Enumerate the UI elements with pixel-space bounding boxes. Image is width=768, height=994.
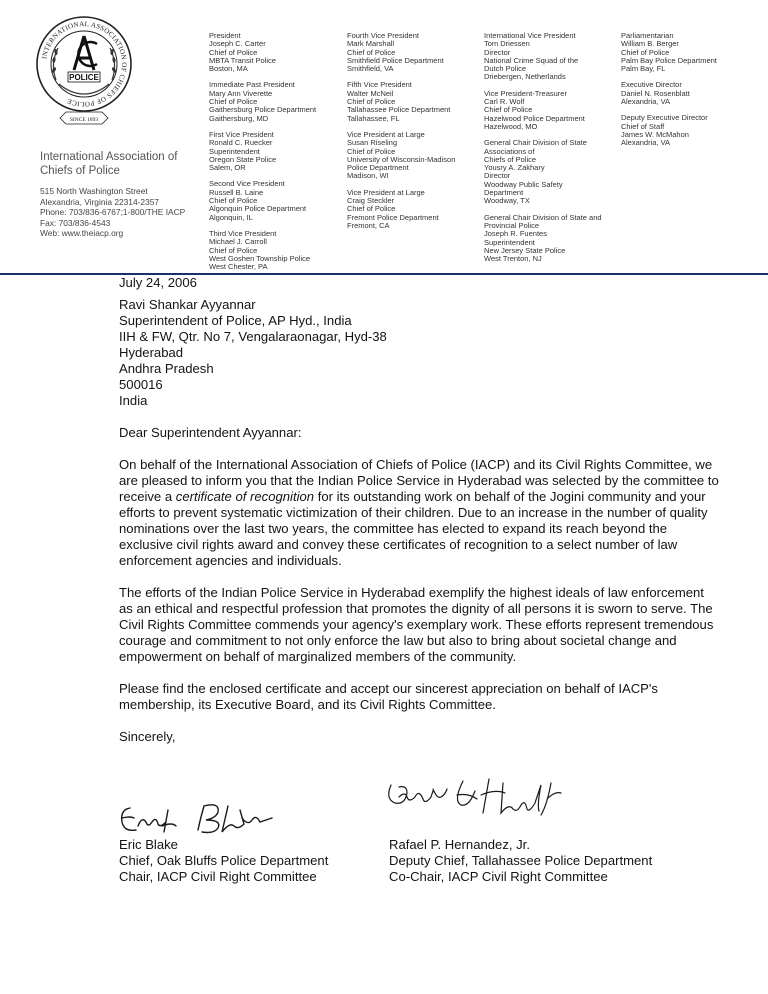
- recipient-address-line: 500016: [119, 377, 163, 392]
- officer-detail-line: Chief of Police: [347, 97, 396, 107]
- officer-entry: [484, 214, 602, 264]
- officer-detail-line: Russell B. Laine: [209, 187, 264, 197]
- officer-detail-line: Palm Bay Police Department: [621, 55, 717, 65]
- letter-date: July 24, 2006: [119, 275, 197, 290]
- officer-detail-line: Superintendent: [209, 146, 260, 156]
- signatory-1-title: Chief, Oak Bluffs Police Department: [119, 853, 329, 868]
- officer-entry: [621, 114, 717, 147]
- officer-detail-line: Craig Steckler: [347, 196, 395, 206]
- officer-entry: [209, 32, 316, 73]
- officer-position: First Vice President: [209, 129, 274, 139]
- officer-detail-line: Chief of Police: [209, 196, 258, 206]
- rafael-hernandez-signature: [385, 775, 575, 830]
- paragraph-1-text-b: for its outstanding work on behalf of the Jogini community and your efforts to prevent systematic victimization of their children. Due to an increase in the number of quality nominations over the last two years, the committee has elected to expand its reach beyond the exclusive civil rights award and convey these certificates of recognition to a select number of law enforcement agencies and individuals.: [119, 489, 708, 568]
- officer-detail-line: Tom Driessen: [484, 39, 530, 49]
- signatory-2-name: Rafael P. Hernandez, Jr.: [389, 837, 530, 852]
- officer-detail-line: Joseph R. Fuentes: [484, 229, 547, 239]
- officer-position: Immediate Past President: [209, 80, 295, 90]
- signatory-1-name: Eric Blake: [119, 837, 178, 852]
- signatory-1-role: Chair, IACP Civil Right Committee: [119, 869, 317, 884]
- officer-detail-line: Department: [484, 188, 524, 198]
- officer-entry: [347, 32, 455, 73]
- organization-phone: Phone: 703/836-6767;1-800/THE IACP: [40, 207, 186, 218]
- recipient-address-line: Hyderabad: [119, 345, 184, 360]
- officer-detail-line: New Jersey State Police: [484, 245, 566, 255]
- letter-paragraph-2: The efforts of the Indian Police Service in Hyderabad exemplify the highest ideals of law enforcement as an ethical and respectful profession that promotes the dignity of all persons it is sworn to serve. The Civil Rights Committee commends your agency's exemplary work. These efforts represent tremendous courage and commitment to not only enforce the law but also to bring about societal change and empowerment on behalf of marginalized members of the community.: [119, 585, 714, 664]
- svg-text:POLICE: POLICE: [69, 73, 99, 82]
- officer-detail-line: Oregon State Police: [209, 154, 277, 164]
- officer-position: General Chair Division of State: [484, 138, 587, 148]
- svg-text:SINCE 1893: SINCE 1893: [69, 117, 99, 123]
- officer-detail-line: West Goshen Township Police: [209, 253, 311, 263]
- officer-detail-line: Chief of Staff: [621, 121, 665, 131]
- officer-detail-line: Chief of Police: [209, 47, 258, 57]
- officer-position: Fifth Vice President: [347, 80, 412, 90]
- officer-detail-line: University of Wisconsin-Madison: [347, 154, 456, 164]
- officer-entry: [347, 131, 455, 181]
- signatory-2-role: Co-Chair, IACP Civil Right Committee: [389, 869, 608, 884]
- officer-entry: [209, 230, 316, 271]
- organization-fax: Fax: 703/836-4543: [40, 217, 111, 228]
- recipient-address-line: Ravi Shankar Ayyannar: [119, 297, 256, 312]
- officer-detail-line: Fremont, CA: [347, 220, 390, 230]
- officer-detail-line: Woodway Public Safety: [484, 179, 563, 189]
- officer-detail-line: Susan Riseling: [347, 138, 398, 148]
- letter-salutation: Dear Superintendent Ayyannar:: [119, 425, 302, 440]
- officer-detail-line: Palm Bay, FL: [621, 64, 666, 74]
- officer-detail-line: Alexandria, VA: [621, 138, 671, 148]
- officer-detail-line: Alexandria, VA: [621, 97, 671, 107]
- officer-position: Executive Director: [621, 80, 682, 90]
- officers-column-1: [209, 32, 316, 279]
- recipient-address-line: Andhra Pradesh: [119, 361, 214, 376]
- officer-detail-line: Gaithersburg Police Department: [209, 105, 317, 115]
- officer-detail-line: Associations of: [484, 146, 535, 156]
- officer-detail-line: Joseph C. Carter: [209, 39, 266, 49]
- officer-detail-line: Woodway, TX: [484, 196, 530, 206]
- officer-position: Second Vice President: [209, 179, 285, 189]
- signatory-1-block: [119, 837, 328, 885]
- organization-web: Web: www.theiacp.org: [40, 228, 124, 239]
- officer-detail-line: Daniel N. Rosenblatt: [621, 88, 690, 98]
- officer-entry: [347, 189, 455, 230]
- officer-detail-line: Chief of Police: [347, 146, 396, 156]
- officer-detail-line: Chief of Police: [347, 204, 396, 214]
- officer-detail-line: Superintendent: [484, 237, 535, 247]
- letter-body: [119, 275, 719, 745]
- officer-detail-line: James W. McMahon: [621, 129, 689, 139]
- officer-entry: [209, 180, 316, 221]
- officer-detail-line: Chiefs of Police: [484, 154, 537, 164]
- svg-text:INTERNATIONAL ASSOCIATION OF C: INTERNATIONAL ASSOCIATION OF CHIEFS OF POLICE: [40, 19, 129, 109]
- officer-detail-line: Mark Marshall: [347, 39, 395, 49]
- officer-position: President: [209, 31, 241, 40]
- officer-position: Third Vice President: [209, 228, 277, 238]
- organization-name-line1: International Association of: [40, 151, 178, 163]
- recipient-address: [119, 297, 719, 409]
- officer-detail-line: Chief of Police: [209, 97, 258, 107]
- officer-entry: [484, 32, 602, 82]
- officer-detail-line: Tallahassee, FL: [347, 113, 400, 123]
- officer-position: International Vice President: [484, 31, 576, 40]
- officer-detail-line: Chief of Police: [347, 47, 396, 57]
- officer-position: General Chair Division of State and: [484, 212, 602, 222]
- officer-detail-line: Yousry A. Zakhary: [484, 163, 545, 173]
- officer-position: Deputy Executive Director: [621, 113, 708, 123]
- officer-detail-line: Gaithersburg, MD: [209, 113, 269, 123]
- letter-closing: Sincerely,: [119, 729, 176, 744]
- letter-paragraph-1: [119, 457, 719, 569]
- officer-detail-line: MBTA Transit Police: [209, 55, 276, 65]
- officer-detail-line: Chief of Police: [209, 245, 258, 255]
- signatory-2-block: [389, 837, 652, 885]
- recipient-address-line: Superintendent of Police, AP Hyd., India: [119, 313, 352, 328]
- officer-detail-line: Fremont Police Department: [347, 212, 439, 222]
- officer-detail-line: Boston, MA: [209, 64, 248, 74]
- officer-position: Vice President at Large: [347, 129, 425, 139]
- officer-detail-line: Tallahassee Police Department: [347, 105, 451, 115]
- officer-detail-line: Provincial Police: [484, 220, 540, 230]
- organization-address1: 515 North Washington Street: [40, 186, 148, 196]
- officers-column-2: [347, 32, 455, 238]
- officer-detail-line: Salem, OR: [209, 163, 246, 173]
- officer-detail-line: Driebergen, Netherlands: [484, 72, 566, 82]
- officer-position: Parliamentarian: [621, 31, 674, 40]
- officer-detail-line: Dutch Police: [484, 64, 527, 74]
- organization-address2: Alexandria, Virginia 22314-2357: [40, 196, 160, 207]
- officer-detail-line: Ronald C. Ruecker: [209, 138, 273, 148]
- officer-detail-line: Michael J. Carroll: [209, 237, 267, 247]
- officer-detail-line: Mary Ann Viverette: [209, 88, 273, 98]
- officer-detail-line: West Chester, PA: [209, 262, 268, 272]
- officer-entry: [484, 139, 602, 205]
- officer-detail-line: Hazelwood Police Department: [484, 113, 585, 123]
- officer-detail-line: Director: [484, 47, 511, 57]
- organization-name-line2: Chiefs of Police: [40, 165, 120, 177]
- officer-detail-line: Algonquin, IL: [209, 212, 253, 222]
- officer-detail-line: Chief of Police: [621, 47, 670, 57]
- officer-entry: [484, 90, 602, 131]
- organization-block: [40, 150, 200, 239]
- letter-paragraph-3: Please find the enclosed certificate and accept our sincerest appreciation on behalf of IACP's membership, its Executive Board, and its Civil Rights Committee.: [119, 681, 658, 712]
- officer-detail-line: National Crime Squad of the: [484, 55, 579, 65]
- officer-position: Vice President-Treasurer: [484, 88, 567, 98]
- officer-position: Vice President at Large: [347, 187, 425, 197]
- officer-entry: [209, 131, 316, 172]
- iacp-seal-logo: [34, 14, 134, 132]
- signatory-2-title: Deputy Chief, Tallahassee Police Department: [389, 853, 653, 868]
- officer-detail-line: Madison, WI: [347, 171, 389, 181]
- officer-detail-line: Hazelwood, MO: [484, 121, 538, 131]
- officer-entry: [209, 81, 316, 122]
- recipient-address-line: IIH & FW, Qtr. No 7, Vengalaraonagar, Hyd-38: [119, 329, 387, 344]
- officer-detail-line: Carl R. Wolf: [484, 97, 525, 107]
- officers-column-3: [484, 32, 602, 271]
- officer-detail-line: West Trenton, NJ: [484, 254, 542, 264]
- paragraph-1-text-a: On behalf of the International Association of Chiefs of Police (IACP) and its Civil Rights Committee, we are pleased to inform you that the Indian Police Service in Hyderabad was selected by the committee to receive a: [119, 457, 719, 504]
- officer-detail-line: Algonquin Police Department: [209, 204, 307, 214]
- paragraph-1-emphasis: certificate of recognition: [175, 489, 315, 504]
- recipient-address-line: India: [119, 393, 148, 408]
- officer-entry: [347, 81, 455, 122]
- officer-detail-line: Walter McNeil: [347, 88, 394, 98]
- officers-column-4: [621, 32, 717, 156]
- officer-detail-line: Police Department: [347, 163, 409, 173]
- officer-detail-line: Smithfield Police Department: [347, 55, 444, 65]
- officer-entry: [621, 32, 717, 73]
- officer-detail-line: William B. Berger: [621, 39, 679, 49]
- officer-detail-line: Smithfield, VA: [347, 64, 394, 74]
- officer-detail-line: Director: [484, 171, 511, 181]
- officer-detail-line: Chief of Police: [484, 105, 533, 115]
- officer-position: Fourth Vice President: [347, 31, 419, 40]
- officer-entry: [621, 81, 717, 106]
